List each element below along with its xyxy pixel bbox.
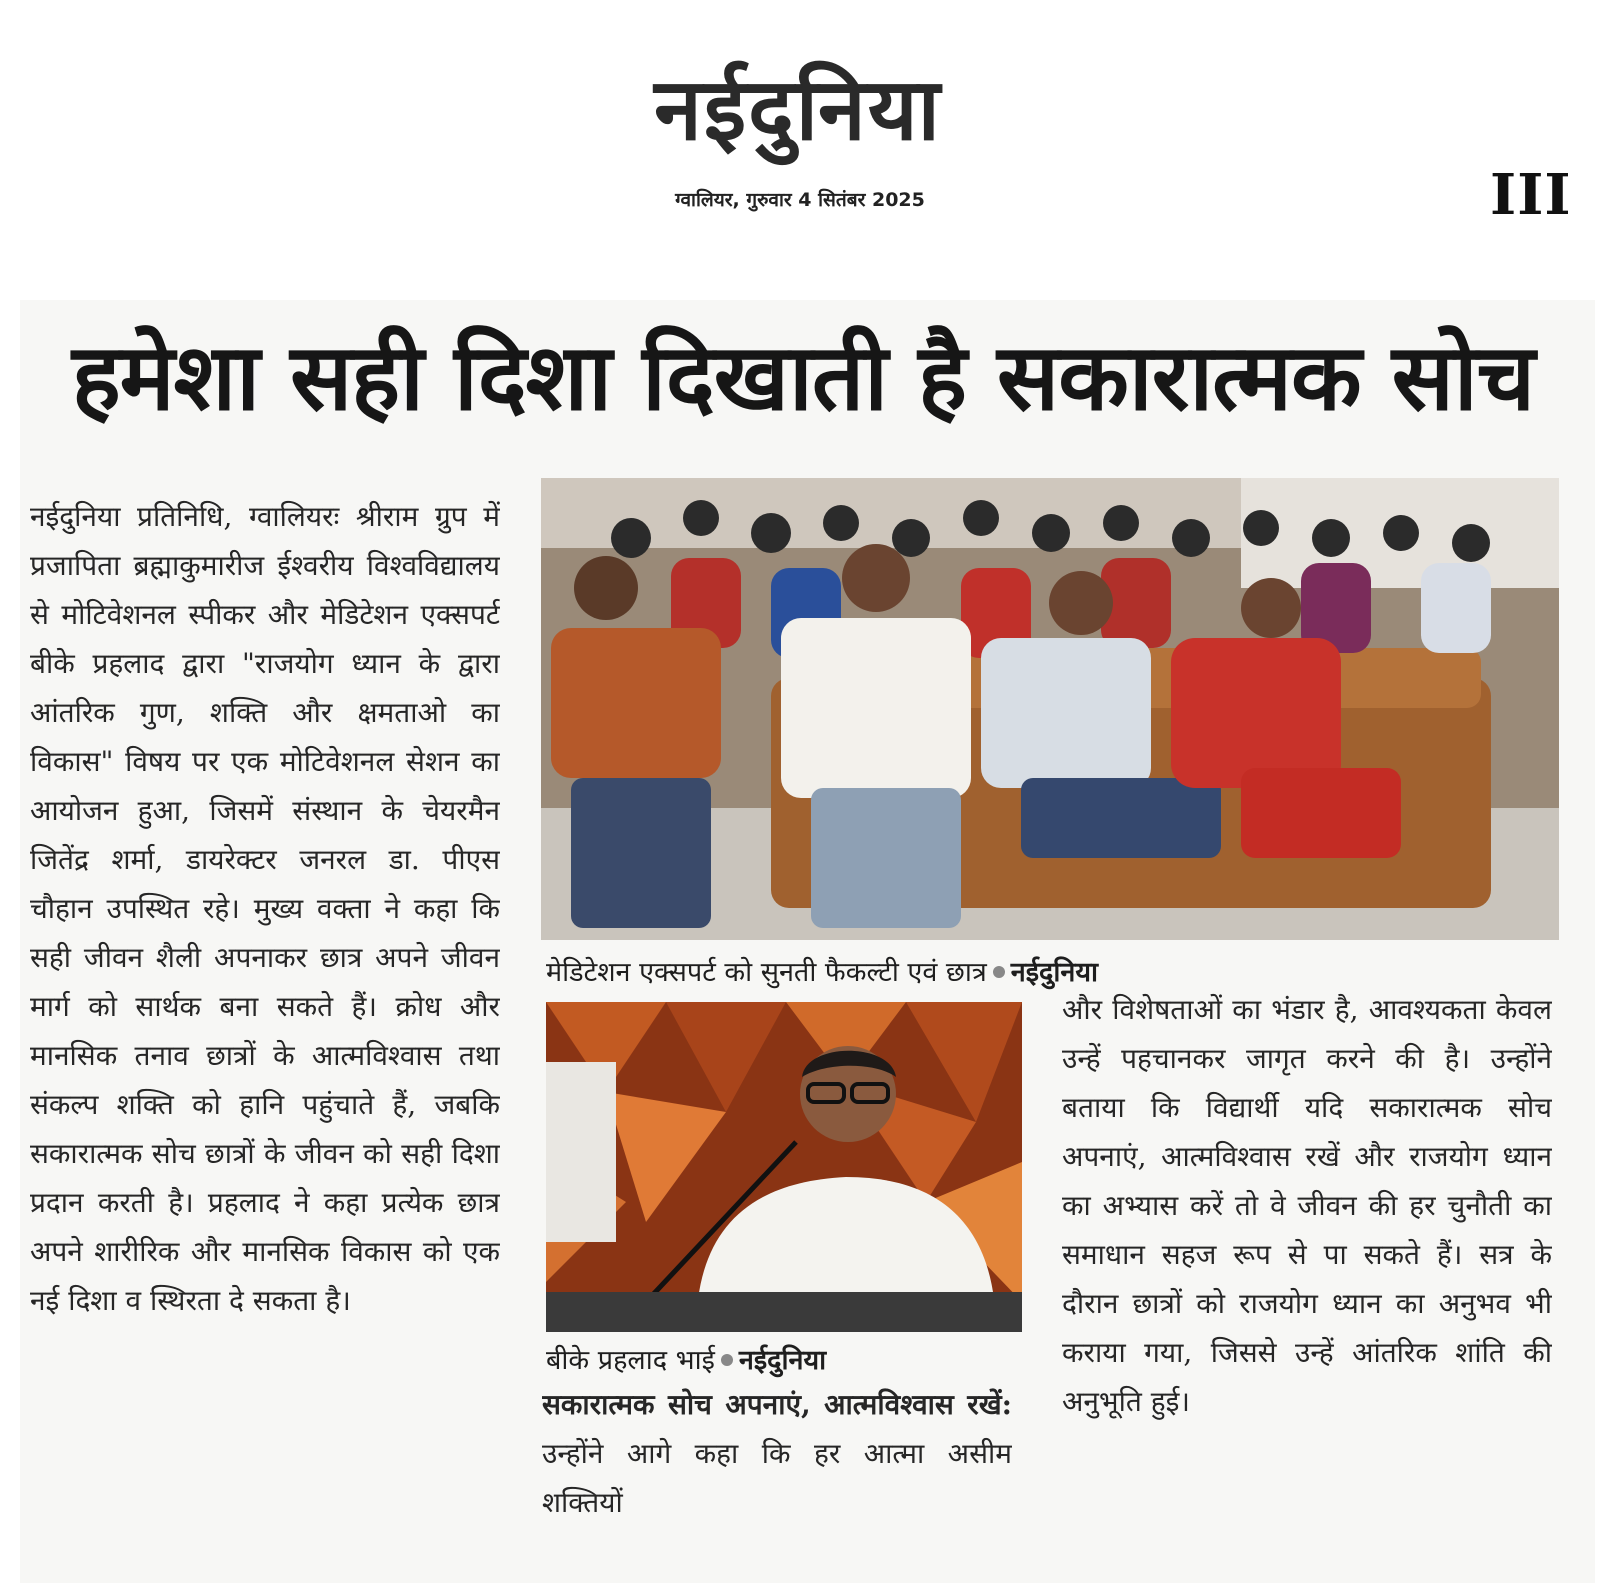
article-middle-text: उन्होंने आगे कहा कि हर आत्मा असीम शक्तियों — [542, 1437, 1012, 1519]
speaker-photo — [546, 1002, 1022, 1332]
speaker-photo-illustration — [546, 1002, 1022, 1332]
audience-photo-caption-text: मेडिटेशन एक्सपर्ट को सुनती फैकल्टी एवं छात्र — [546, 957, 987, 988]
article-right-column: और विशेषताओं का भंडार है, आवश्यकता केवल उन्हें पहचानकर जागृत करने की है। उन्होंने बताया कि विद्यार्थी यदि सकारात्मक सोच अपनाएं, आत्मविश्वास रखें और राजयोग ध्यान का अभ्यास करें तो वे जीवन की हर चुनौती का समाधान सहज रूप से पा सकते हैं। सत्र के दौरान छात्रों को राजयोग ध्यान का अनुभव भी कराया गया, जिससे उन्हें आंतरिक शांति की अनुभूति हुई। — [1062, 993, 1552, 1418]
article-headline: हमेशा सही दिशा दिखाती है सकारात्मक सोच — [71, 324, 1535, 431]
audience-photo-credit: नईदुनिया — [1010, 957, 1098, 988]
speaker-photo-credit: नईदुनिया — [738, 1345, 827, 1376]
audience-photo — [541, 478, 1559, 940]
page-number: III — [1490, 162, 1572, 228]
bullet-icon — [721, 1354, 733, 1366]
dateline: ग्वालियर, गुरुवार 4 सितंबर 2025 — [675, 189, 925, 211]
speaker-photo-caption-text: बीके प्रहलाद भाई — [546, 1345, 715, 1376]
article-subhead: सकारात्मक सोच अपनाएं, आत्मविश्वास रखें: — [542, 1388, 1012, 1421]
article-left-column: नईदुनिया प्रतिनिधि, ग्वालियरः श्रीराम ग्रुप में प्रजापिता ब्रह्माकुमारीज ईश्वरीय विश्वविद्यालय से मोटिवेशनल स्पीकर और मेडिटेशन एक्सपर्ट बीके प्रहलाद द्वारा "राजयोग ध्यान के द्वारा आंतरिक गुण, शक्ति और क्षमताओ का विकास" विषय पर एक मोटिवेशनल सेशन का आयोजन हुआ, जिसमें संस्थान के चेयरमैन जितेंद्र शर्मा, डायरेक्टर जनरल डा. पीएस चौहान उपस्थित रहे। मुख्य वक्ता ने कहा कि सही जीवन शैली अपनाकर छात्र अपने जीवन मार्ग को सार्थक बना सकते हैं। क्रोध और मानसिक तनाव छात्रों के आत्मविश्वास तथा संकल्प शक्ति को हानि पहुंचाते हैं, जबकि सकारात्मक सोच छात्रों के जीवन को सही दिशा प्रदान करती है। प्रहलाद ने कहा प्रत्येक छात्र अपने शारीरिक और मानसिक विकास को एक नई दिशा व स्थिरता दे सकता है। — [30, 500, 500, 1317]
bullet-icon — [993, 966, 1005, 978]
audience-photo-caption — [546, 952, 1098, 989]
newspaper-masthead: नईदुनिया — [654, 60, 942, 160]
audience-photo-illustration — [541, 478, 1559, 940]
speaker-photo-caption — [546, 1340, 826, 1377]
article-middle-column — [542, 1380, 1012, 1530]
